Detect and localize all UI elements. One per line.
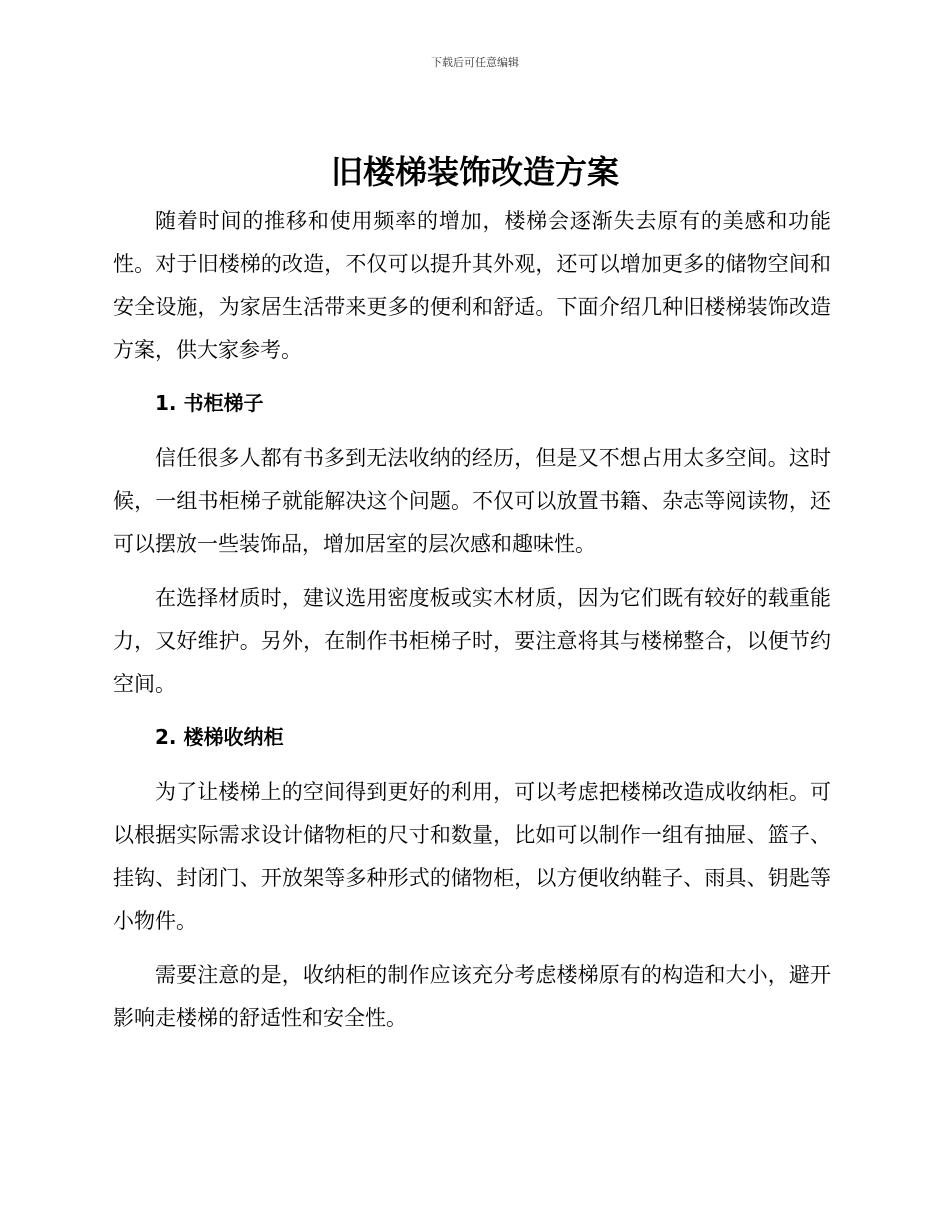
bookshelf-paragraph-2: 在选择材质时，建议选用密度板或实木材质，因为它们既有较好的载重能力，又好维护。另外，在制作书柜梯子时，要注意将其与楼梯整合，以便节约空间。 bbox=[113, 586, 831, 696]
document-title: 旧楼梯装饰改造方案 bbox=[330, 153, 619, 191]
bookshelf-paragraph-1: 信任很多人都有书多到无法收纳的经历，但是又不想占用太多空间。这时候，一组书柜梯子就能解决这个问题。不仅可以放置书籍、杂志等阅读物，还可以摆放一些装饰品，增加居室的层次感和趣味性。 bbox=[113, 446, 831, 556]
intro-paragraph: 随着时间的推移和使用频率的增加，楼梯会逐渐失去原有的美感和功能性。对于旧楼梯的改造，不仅可以提升其外观，还可以增加更多的储物空间和安全设施，为家居生活带来更多的便利和舒适。下面介绍几种旧楼梯装饰改造方案，供大家参考。 bbox=[113, 209, 831, 362]
storage-paragraph-2: 需要注意的是，收纳柜的制作应该充分考虑楼梯原有的构造和大小，避开影响走楼梯的舒适性和安全性。 bbox=[113, 963, 831, 1030]
document-body bbox=[113, 200, 831, 1040]
section-heading-bookshelf-ladder: 1. 书柜梯子 bbox=[155, 391, 264, 415]
header-note: 下载后可任意编辑 bbox=[431, 56, 519, 69]
section-heading-stair-storage: 2. 楼梯收纳柜 bbox=[155, 725, 284, 749]
storage-paragraph-1: 为了让楼梯上的空间得到更好的利用，可以考虑把楼梯改造成收纳柜。可以根据实际需求设计储物柜的尺寸和数量，比如可以制作一组有抽屉、篮子、挂钩、封闭门、开放架等多种形式的储物柜，以方便收纳鞋子、雨具、钥匙等小物件。 bbox=[113, 780, 831, 933]
